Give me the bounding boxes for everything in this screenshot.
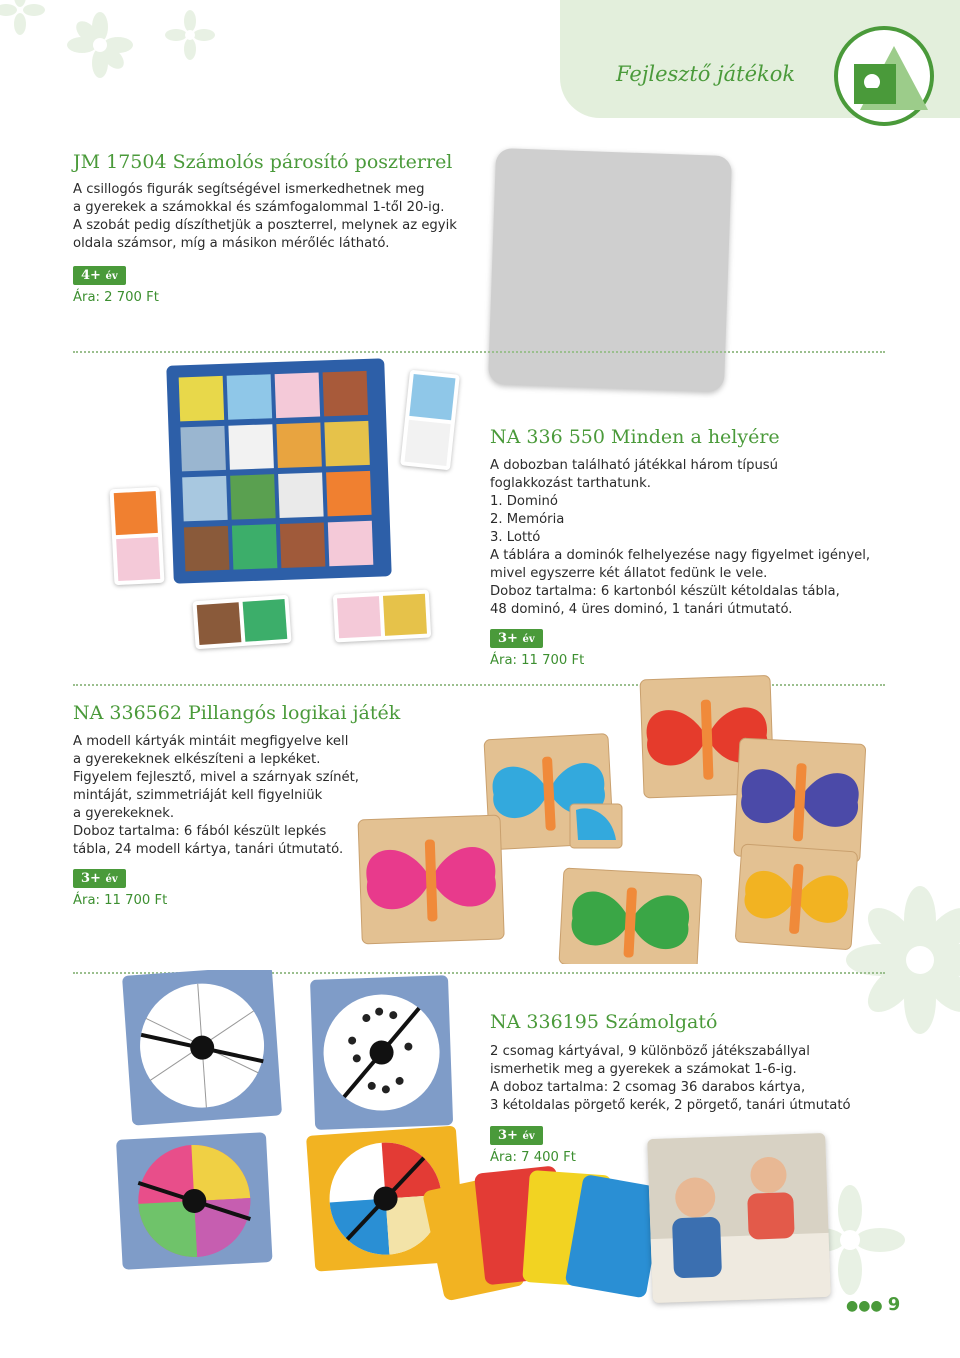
price: Ára: 11 700 Ft <box>490 653 585 668</box>
shapes-icon <box>832 24 936 128</box>
description-line: mintáját, szimmetriáját kell figyelniük <box>73 788 323 803</box>
bullet-dots-icon: ●●● <box>846 1298 883 1314</box>
product-image <box>414 1150 674 1310</box>
description-line: Doboz tartalma: 6 kartonból készült kétoldalas tábla, <box>490 584 840 599</box>
product-description <box>490 1043 851 1115</box>
domino-card <box>333 590 431 643</box>
page-number-value: 9 <box>887 1294 901 1315</box>
description-line: a gyerekek a számokkal és számfogalommal 1-től 20-ig. <box>73 200 445 215</box>
description-line: a gyerekeknek. <box>73 806 175 821</box>
age-unit: év <box>105 874 118 885</box>
description-line: A modell kártyák mintáit megfigyelve kell <box>73 734 349 749</box>
description-line: tábla, 24 modell kártya, tanári útmutató. <box>73 842 344 857</box>
age-badge <box>73 264 126 285</box>
description-line: 3 kétoldalas pörgető kerék, 2 pörgető, tanári útmutató <box>490 1098 851 1113</box>
age-badge <box>490 1124 543 1145</box>
description-line: Figyelem fejlesztő, mivel a szárnyak színét, <box>73 770 359 785</box>
description-line: foglakkozást tarthatunk. <box>490 476 651 491</box>
description-line: 1. Dominó <box>490 494 558 509</box>
product-photo <box>647 1133 831 1303</box>
age-badge <box>73 867 126 888</box>
domino-card <box>110 487 165 585</box>
age-value: 3+ <box>81 871 101 886</box>
page-number <box>846 1294 900 1315</box>
product-description <box>73 733 359 859</box>
description-line: Doboz tartalma: 6 fából készült lepkés <box>73 824 327 839</box>
description-line: mivel egyszerre két állatot fedünk le vele. <box>490 566 768 581</box>
description-line: a gyerekeknek elkészíteni a lepkéket. <box>73 752 321 767</box>
description-line: A szobát pedig díszíthetjük a poszterrel, melynek az egyik <box>73 218 457 233</box>
description-line: A csillogós figurák segítségével ismerkedhetnek meg <box>73 182 425 197</box>
product-image <box>166 358 391 583</box>
description-line: ismerhetik meg a gyerekek a számokat 1-6-ig. <box>490 1062 797 1077</box>
section-title: Fejlesztő játékok <box>616 62 796 86</box>
age-unit: év <box>522 1131 535 1142</box>
description-line: 2 csomag kártyával, 9 különböző játékszabállyal <box>490 1044 810 1059</box>
divider <box>73 351 885 353</box>
description-line: 48 dominó, 4 üres dominó, 1 tanári útmutató. <box>490 602 793 617</box>
product-description <box>490 457 870 619</box>
domino-card <box>400 370 460 471</box>
product-description <box>73 181 457 253</box>
product-image-placeholder <box>488 148 732 392</box>
description-line: oldala számsor, míg a másikon mérőléc látható. <box>73 236 390 251</box>
product-title: NA 336 550 Minden a helyére <box>490 426 780 448</box>
age-unit: év <box>522 634 535 645</box>
age-value: 4+ <box>81 268 101 283</box>
product-title: NA 336195 Számolgató <box>490 1011 718 1033</box>
description-line: 3. Lottó <box>490 530 541 545</box>
domino-card <box>192 595 291 650</box>
product-title: NA 336562 Pillangós logikai játék <box>73 702 401 724</box>
product-image <box>350 664 870 964</box>
price: Ára: 11 700 Ft <box>73 893 168 908</box>
age-unit: év <box>105 271 118 282</box>
age-badge <box>490 627 543 648</box>
age-value: 3+ <box>498 631 518 646</box>
price: Ára: 2 700 Ft <box>73 290 159 305</box>
description-line: A táblára a dominók felhelyezése nagy figyelmet igényel, <box>490 548 871 563</box>
description-line: A doboz tartalma: 2 csomag 36 darabos kártya, <box>490 1080 806 1095</box>
product-title: JM 17504 Számolós párosító poszterrel <box>73 151 453 173</box>
description-line: A dobozban található játékkal három típusú <box>490 458 779 473</box>
price: Ára: 7 400 Ft <box>490 1150 576 1165</box>
age-value: 3+ <box>498 1128 518 1143</box>
description-line: 2. Memória <box>490 512 565 527</box>
